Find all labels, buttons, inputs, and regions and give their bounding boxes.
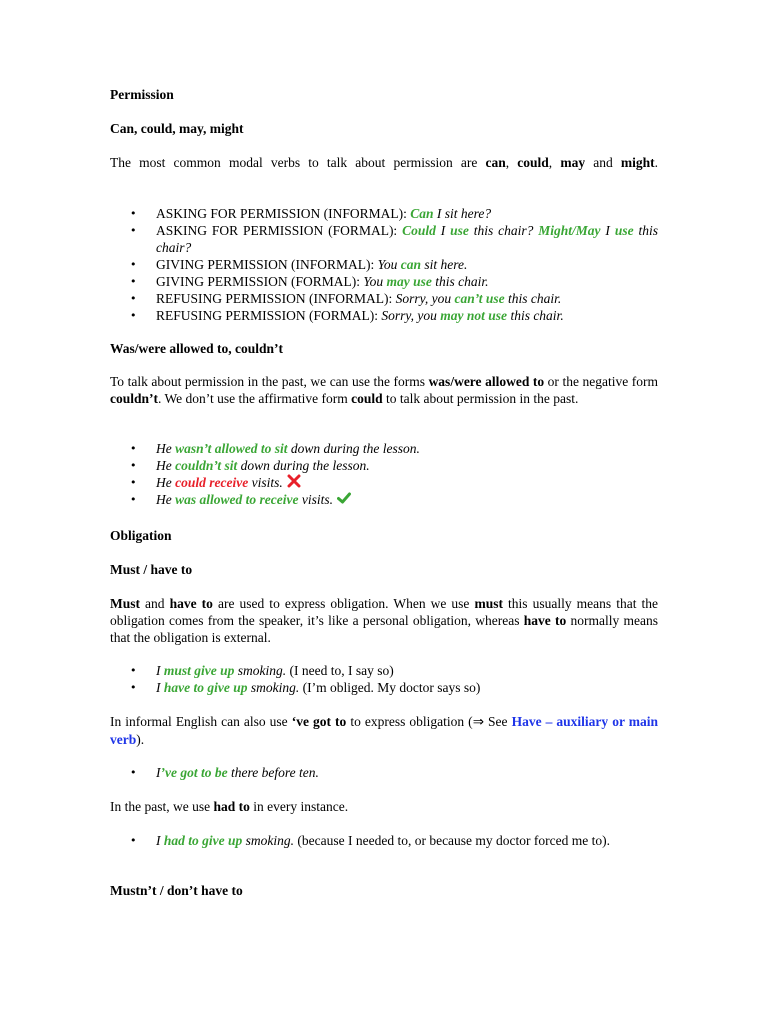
list-item: • He couldn’t sit down during the lesson. <box>130 458 370 473</box>
obligation-paragraph: Must and have to are used to express obligation. When we use must this usually means that the obligation comes from the speaker, it’s like a personal obligation, whereas have to normally means that the obligation is external. <box>110 596 659 645</box>
list-item: • I had to give up smoking. (because I needed to, or because my doctor forced me to). <box>130 833 610 848</box>
cross-icon <box>287 474 301 488</box>
list-item: • GIVING PERMISSION (FORMAL): You may use this chair. <box>130 274 489 289</box>
list-item: • REFUSING PERMISSION (INFORMAL): Sorry, you can’t use this chair. <box>130 291 562 306</box>
heading-permission: Permission <box>110 87 174 102</box>
list-item: • REFUSING PERMISSION (FORMAL): Sorry, you may not use this chair. <box>130 308 564 323</box>
list-item: • He was allowed to receive visits. <box>110 491 658 508</box>
heading-mustnt-dont-have-to: Mustn’t / don’t have to <box>110 883 243 898</box>
list-item: • I have to give up smoking. (I’m obliged. My doctor says so) <box>130 680 481 695</box>
list-item: • He wasn’t allowed to sit down during the lesson. <box>130 441 420 456</box>
subheading-was-allowed: Was/were allowed to, couldn’t <box>110 341 283 356</box>
permission-list <box>110 205 658 324</box>
permission-intro: The most common modal verbs to talk about permission are can, could, may and might. <box>110 155 659 170</box>
have-auxiliary-link[interactable]: Have – auxiliary or main verb <box>110 714 658 747</box>
must-list <box>110 662 658 696</box>
informal-paragraph: In informal English can also use ‘ve got to to express obligation (⇒ See Have – auxiliary or main verb). <box>110 714 658 747</box>
arrow-icon: ⇒ <box>472 714 484 730</box>
past-had-to-line: In the past, we use had to in every instance. <box>110 799 349 814</box>
past-list <box>110 440 658 508</box>
heading-obligation: Obligation <box>110 528 172 543</box>
subheading-must-have-to: Must / have to <box>110 562 193 577</box>
got-to-list <box>110 764 658 781</box>
list-item: • GIVING PERMISSION (INFORMAL): You can sit here. <box>130 257 468 272</box>
subheading-can-could: Can, could, may, might <box>110 121 244 136</box>
had-to-list <box>110 832 658 849</box>
list-item: • I’ve got to be there before ten. <box>130 765 319 780</box>
check-icon <box>337 491 351 505</box>
list-item: • He could receive visits. <box>110 474 658 491</box>
list-item: • ASKING FOR PERMISSION (FORMAL): Could I use this chair? Might/May I use this chair? <box>130 223 658 255</box>
list-item: • I must give up smoking. (I need to, I say so) <box>130 663 394 678</box>
list-item: • ASKING FOR PERMISSION (INFORMAL): Can I sit here? <box>130 206 492 221</box>
past-paragraph: To talk about permission in the past, we can use the forms was/were allowed to or the negative form couldn’t. We don’t use the affirmative form could to talk about permission in the past. <box>110 374 658 406</box>
